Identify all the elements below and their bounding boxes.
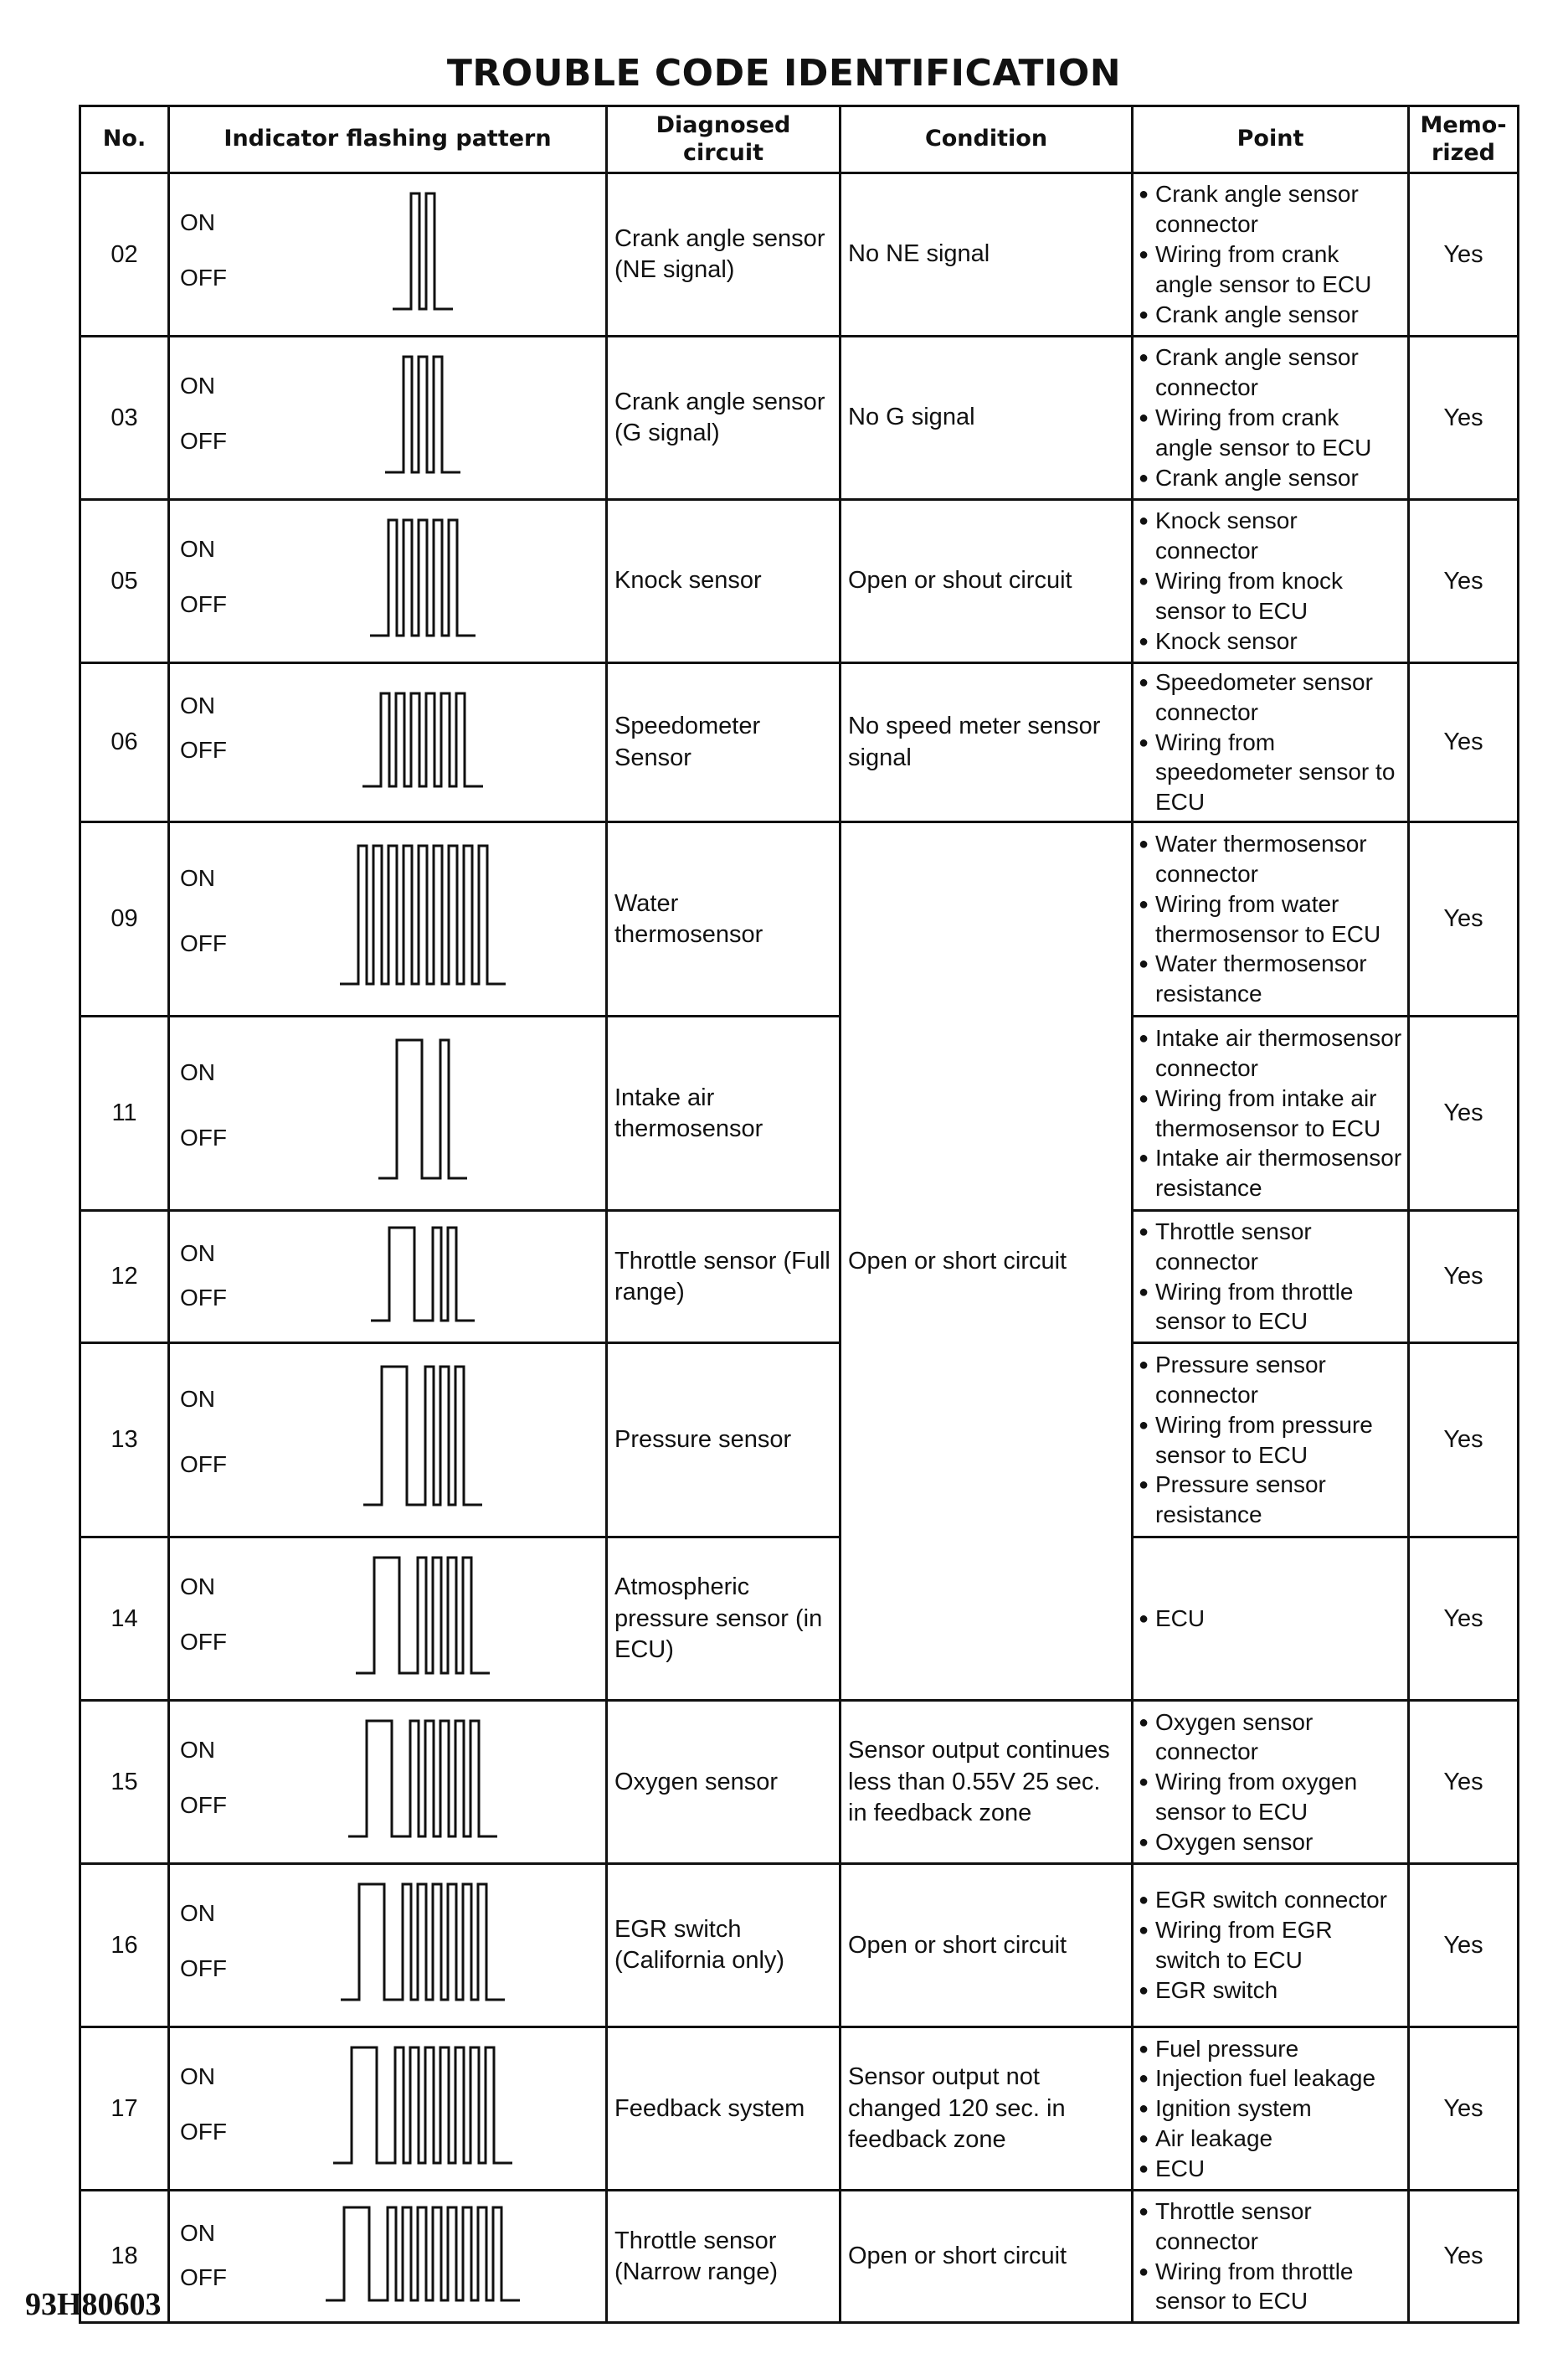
point-list	[1139, 1350, 1402, 1530]
header-row	[80, 106, 1519, 173]
point-item: ● EGR switch connector	[1139, 1885, 1402, 1915]
point-item: ● Intake air thermosensor resistance	[1139, 1143, 1402, 1203]
point-item: ● Knock sensor connector	[1139, 506, 1402, 566]
point-item: ● Oxygen sensor connector	[1139, 1707, 1402, 1768]
point-item: ● Knock sensor	[1139, 626, 1402, 657]
diagnosed-circuit: Knock sensor	[607, 500, 841, 663]
flash-pattern-cell	[169, 2191, 607, 2323]
flash-pattern-waveform	[170, 501, 608, 662]
flash-pattern-cell	[169, 1701, 607, 1864]
point-list	[1139, 667, 1402, 817]
point-item: ● EGR switch	[1139, 1975, 1402, 2006]
condition: No NE signal	[841, 173, 1133, 337]
code-number: 11	[80, 1017, 169, 1211]
diagnosed-circuit: Intake air thermosensor	[607, 1017, 841, 1211]
memorized-value: Yes	[1409, 1017, 1519, 1211]
point-list	[1139, 1885, 1402, 2005]
check-points	[1133, 663, 1409, 822]
point-item: ● Wiring from speedometer sensor to ECU	[1139, 728, 1402, 817]
table-row	[80, 1211, 1519, 1343]
point-item: ● Wiring from intake air thermosensor to ECU	[1139, 1084, 1402, 1144]
memorized-value: Yes	[1409, 173, 1519, 337]
point-item: ● Pressure sensor resistance	[1139, 1470, 1402, 1530]
condition: Open or short circuit	[841, 822, 1133, 1701]
on-label: ON	[180, 536, 215, 562]
header-point: Point	[1133, 106, 1409, 173]
code-number: 17	[80, 2027, 169, 2191]
flash-pattern-cell	[169, 173, 607, 337]
on-label: ON	[180, 693, 215, 718]
point-item: ● Crank angle sensor	[1139, 300, 1402, 330]
condition: No G signal	[841, 337, 1133, 500]
flash-pulse-path	[385, 357, 460, 472]
diagnosed-circuit: Throttle sensor (Full range)	[607, 1211, 841, 1343]
flash-pattern-waveform	[170, 1017, 608, 1209]
flash-pattern-waveform	[170, 174, 608, 335]
diagnosed-circuit: Speedometer Sensor	[607, 663, 841, 822]
flash-pattern-cell	[169, 1211, 607, 1343]
point-item: ● Fuel pressure	[1139, 2034, 1402, 2064]
code-number: 15	[80, 1701, 169, 1864]
flash-pattern-cell	[169, 1537, 607, 1701]
code-number: 13	[80, 1343, 169, 1537]
flash-pulse-path	[370, 520, 476, 636]
check-points	[1133, 1701, 1409, 1864]
point-item: ● Wiring from pressure sensor to ECU	[1139, 1410, 1402, 1470]
point-item: ● Water thermosensor connector	[1139, 829, 1402, 889]
off-label: OFF	[180, 737, 227, 763]
memorized-value: Yes	[1409, 2027, 1519, 2191]
table-row	[80, 2027, 1519, 2191]
condition: Open or short circuit	[841, 1864, 1133, 2027]
condition: Open or shout circuit	[841, 500, 1133, 663]
off-label: OFF	[180, 1125, 227, 1151]
header-pattern: Indicator flashing pattern	[169, 106, 607, 173]
flash-pattern-cell	[169, 2027, 607, 2191]
condition: No speed meter sensor signal	[841, 663, 1133, 822]
check-points	[1133, 500, 1409, 663]
diagnosed-circuit: EGR switch (California only)	[607, 1864, 841, 2027]
point-list	[1139, 1023, 1402, 1203]
off-label: OFF	[180, 428, 227, 454]
code-number: 12	[80, 1211, 169, 1343]
check-points	[1133, 1211, 1409, 1343]
on-label: ON	[180, 1240, 215, 1267]
point-item: ● Throttle sensor connector	[1139, 2196, 1402, 2257]
on-label: ON	[180, 1900, 215, 1927]
off-label: OFF	[180, 1285, 227, 1311]
condition: Open or short circuit	[841, 2191, 1133, 2323]
point-item: ● Injection fuel leakage	[1139, 2063, 1402, 2093]
flash-pattern-waveform	[170, 1538, 608, 1699]
figure-id: 93H80603	[25, 2287, 162, 2322]
on-label: ON	[180, 865, 215, 892]
point-item: ● Wiring from throttle sensor to ECU	[1139, 1277, 1402, 1337]
point-list	[1139, 1604, 1402, 1634]
table-row	[80, 663, 1519, 822]
point-item: ● Wiring from EGR switch to ECU	[1139, 1915, 1402, 1975]
memorized-value: Yes	[1409, 337, 1519, 500]
memorized-value: Yes	[1409, 2191, 1519, 2323]
on-label: ON	[180, 1059, 215, 1086]
table-row	[80, 1343, 1519, 1537]
flash-pulse-path	[393, 193, 453, 309]
flash-pattern-waveform	[170, 2028, 608, 2189]
flash-pulse-path	[341, 1884, 505, 2000]
diagnosed-circuit: Throttle sensor (Narrow range)	[607, 2191, 841, 2323]
table-row	[80, 1701, 1519, 1864]
point-item: ● Speedometer sensor connector	[1139, 667, 1402, 728]
flash-pattern-cell	[169, 663, 607, 822]
flash-pattern-cell	[169, 1864, 607, 2027]
table-row	[80, 337, 1519, 500]
check-points	[1133, 1864, 1409, 2027]
diagnosed-circuit: Crank angle sensor (NE signal)	[607, 173, 841, 337]
table-row	[80, 500, 1519, 663]
condition: Sensor output continues less than 0.55V 25 sec. in feedback zone	[841, 1701, 1133, 1864]
memorized-value: Yes	[1409, 1864, 1519, 2027]
flash-pulse-path	[340, 846, 506, 984]
off-label: OFF	[180, 2119, 227, 2145]
flash-pattern-waveform	[170, 1702, 608, 1862]
point-item: ● Water thermosensor resistance	[1139, 949, 1402, 1009]
memorized-value: Yes	[1409, 1701, 1519, 1864]
point-item: ● ECU	[1139, 1604, 1402, 1634]
point-list	[1139, 506, 1402, 656]
flash-pulse-path	[363, 1367, 482, 1505]
flash-pulse-path	[371, 1228, 475, 1321]
point-item: ● ECU	[1139, 2154, 1402, 2184]
diagnosed-circuit: Pressure sensor	[607, 1343, 841, 1537]
point-list	[1139, 2034, 1402, 2184]
flash-pattern-cell	[169, 500, 607, 663]
table-row	[80, 822, 1519, 1017]
on-label: ON	[180, 373, 215, 399]
check-points	[1133, 1537, 1409, 1701]
point-item: ● Wiring from oxygen sensor to ECU	[1139, 1767, 1402, 1827]
flash-pulse-path	[326, 2207, 520, 2300]
on-label: ON	[180, 1737, 215, 1764]
flash-pattern-waveform	[170, 677, 608, 807]
header-circuit: Diagnosed circuit	[607, 106, 841, 173]
memorized-value: Yes	[1409, 1211, 1519, 1343]
off-label: OFF	[180, 265, 227, 291]
header-no: No.	[80, 106, 169, 173]
flash-pattern-cell	[169, 822, 607, 1017]
memorized-value: Yes	[1409, 1343, 1519, 1537]
flash-pattern-cell	[169, 337, 607, 500]
check-points	[1133, 2191, 1409, 2323]
off-label: OFF	[180, 930, 227, 957]
point-list	[1139, 179, 1402, 329]
code-number: 18	[80, 2191, 169, 2323]
diagnosed-circuit: Oxygen sensor	[607, 1701, 841, 1864]
memorized-value: Yes	[1409, 1537, 1519, 1701]
off-label: OFF	[180, 1451, 227, 1478]
flash-pattern-waveform	[170, 1865, 608, 2026]
flash-pattern-waveform	[170, 2191, 608, 2321]
table-row	[80, 2191, 1519, 2323]
flash-pulse-path	[356, 1558, 490, 1673]
flash-pattern-waveform	[170, 823, 608, 1015]
memorized-value: Yes	[1409, 500, 1519, 663]
check-points	[1133, 1343, 1409, 1537]
off-label: OFF	[180, 1629, 227, 1656]
on-label: ON	[180, 2063, 215, 2090]
memorized-value: Yes	[1409, 663, 1519, 822]
on-label: ON	[180, 209, 215, 235]
condition: Sensor output not changed 120 sec. in feedback zone	[841, 2027, 1133, 2191]
diagnosed-circuit: Atmospheric pressure sensor (in ECU)	[607, 1537, 841, 1701]
table-row	[80, 1864, 1519, 2027]
flash-pulse-path	[362, 693, 483, 786]
point-list	[1139, 829, 1402, 1009]
table-row	[80, 173, 1519, 337]
code-number: 05	[80, 500, 169, 663]
on-label: ON	[180, 2220, 215, 2247]
table-row	[80, 1017, 1519, 1211]
point-item: ● Throttle sensor connector	[1139, 1217, 1402, 1277]
diagnosed-circuit: Feedback system	[607, 2027, 841, 2191]
point-list	[1139, 1217, 1402, 1336]
point-item: ● Wiring from water thermosensor to ECU	[1139, 889, 1402, 950]
code-number: 16	[80, 1864, 169, 2027]
point-list	[1139, 342, 1402, 492]
flash-pulse-path	[333, 2047, 512, 2163]
check-points	[1133, 1017, 1409, 1211]
point-item: ● Wiring from crank angle sensor to ECU	[1139, 403, 1402, 463]
point-list	[1139, 2196, 1402, 2316]
point-item: ● Wiring from throttle sensor to ECU	[1139, 2257, 1402, 2317]
flash-pattern-waveform	[170, 1344, 608, 1536]
point-item: ● Ignition system	[1139, 2093, 1402, 2124]
check-points	[1133, 173, 1409, 337]
point-item: ● Intake air thermosensor connector	[1139, 1023, 1402, 1084]
diagnosed-circuit: Water thermosensor	[607, 822, 841, 1017]
code-number: 09	[80, 822, 169, 1017]
check-points	[1133, 337, 1409, 500]
diagnosed-circuit: Crank angle sensor (G signal)	[607, 337, 841, 500]
header-memorized: Memo-rized	[1409, 106, 1519, 173]
flash-pattern-waveform	[170, 337, 608, 498]
table-row	[80, 1537, 1519, 1701]
point-item: ● Crank angle sensor connector	[1139, 342, 1402, 403]
check-points	[1133, 822, 1409, 1017]
memorized-value: Yes	[1409, 822, 1519, 1017]
flash-pulse-path	[348, 1721, 497, 1836]
flash-pattern-cell	[169, 1017, 607, 1211]
header-condition: Condition	[841, 106, 1133, 173]
flash-pulse-path	[378, 1040, 467, 1178]
trouble-code-table	[79, 105, 1519, 2324]
flash-pattern-cell	[169, 1343, 607, 1537]
flash-pattern-waveform	[170, 1212, 608, 1342]
off-label: OFF	[180, 1792, 227, 1819]
page-title: TROUBLE CODE IDENTIFICATION	[446, 52, 1122, 95]
point-item: ● Wiring from knock sensor to ECU	[1139, 566, 1402, 626]
off-label: OFF	[180, 1955, 227, 1982]
point-item: ● Wiring from crank angle sensor to ECU	[1139, 239, 1402, 300]
on-label: ON	[180, 1573, 215, 1600]
code-number: 06	[80, 663, 169, 822]
point-item: ● Air leakage	[1139, 2124, 1402, 2154]
on-label: ON	[180, 1386, 215, 1413]
point-list	[1139, 1707, 1402, 1857]
off-label: OFF	[180, 591, 227, 617]
code-number: 03	[80, 337, 169, 500]
off-label: OFF	[180, 2264, 227, 2291]
point-item: ● Crank angle sensor	[1139, 463, 1402, 493]
point-item: ● Pressure sensor connector	[1139, 1350, 1402, 1410]
point-item: ● Crank angle sensor connector	[1139, 179, 1402, 239]
code-number: 14	[80, 1537, 169, 1701]
point-item: ● Oxygen sensor	[1139, 1827, 1402, 1857]
check-points	[1133, 2027, 1409, 2191]
code-number: 02	[80, 173, 169, 337]
